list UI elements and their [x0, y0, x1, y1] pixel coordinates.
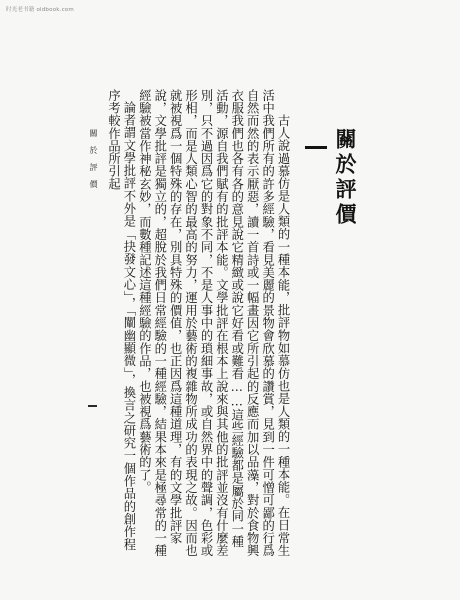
text-line: 古人說過慕仿是人類的一種本能，批評物如慕仿也是人類的一種本能。在日常生活中我們所有的許多	[260, 89, 290, 557]
text-line: 論者謂文學批評不外是「抉發文心」，「闡幽顯微」，換言之研究一個作品的創作程序考較作品所引起	[106, 89, 136, 551]
text-line: 驗都是屬於同一種活動，源自我們賦有的批評本能。文學批評在根本上說來與其他的批評並沒有什麼差別，	[198, 89, 244, 558]
running-head: 關於評價	[89, 129, 98, 197]
paragraph-2	[105, 89, 136, 559]
text-line: 經驗，看見美麗的景物會欣慕的讚賞，見到一件可憎可鄙的行爲自然而然的表示厭惡，讀一首詩或一幅畫因	[245, 89, 275, 558]
text-line: 只不過因爲它的對象不同，不是人事中的瑣細事故，或自然界中的聲調，色彩或形相，而是人類心智的最高	[183, 89, 213, 558]
text-line: 爲這種道理，有的文學批評家說，文學批評是獨立的，超脫於我們日常經驗的一種經驗，結果本來是極尋常	[152, 89, 183, 545]
text-line: 它所引起的反應而加以品藻，對於食物興衣服我們也各有各的意見說它精緻或說它好看或難看……這些經	[229, 89, 260, 558]
section-number-mark	[305, 146, 327, 149]
body-text	[105, 89, 290, 559]
text-line: 的一種經驗被當作神秘玄妙，而數種記述這種經驗的作品，也被視爲藝術的了。	[137, 89, 167, 558]
text-line: 的努力，運用於藝術的複雜物所成功的表現之故。因而也就被視爲一個特殊的存在，別具特殊的價值，也正因	[168, 89, 198, 558]
page-number-mark	[88, 405, 97, 407]
chapter-title: 關於評價	[333, 128, 358, 228]
watermark: 时光老书籍 oldbook.com	[6, 7, 74, 13]
paragraph-1	[136, 89, 290, 559]
